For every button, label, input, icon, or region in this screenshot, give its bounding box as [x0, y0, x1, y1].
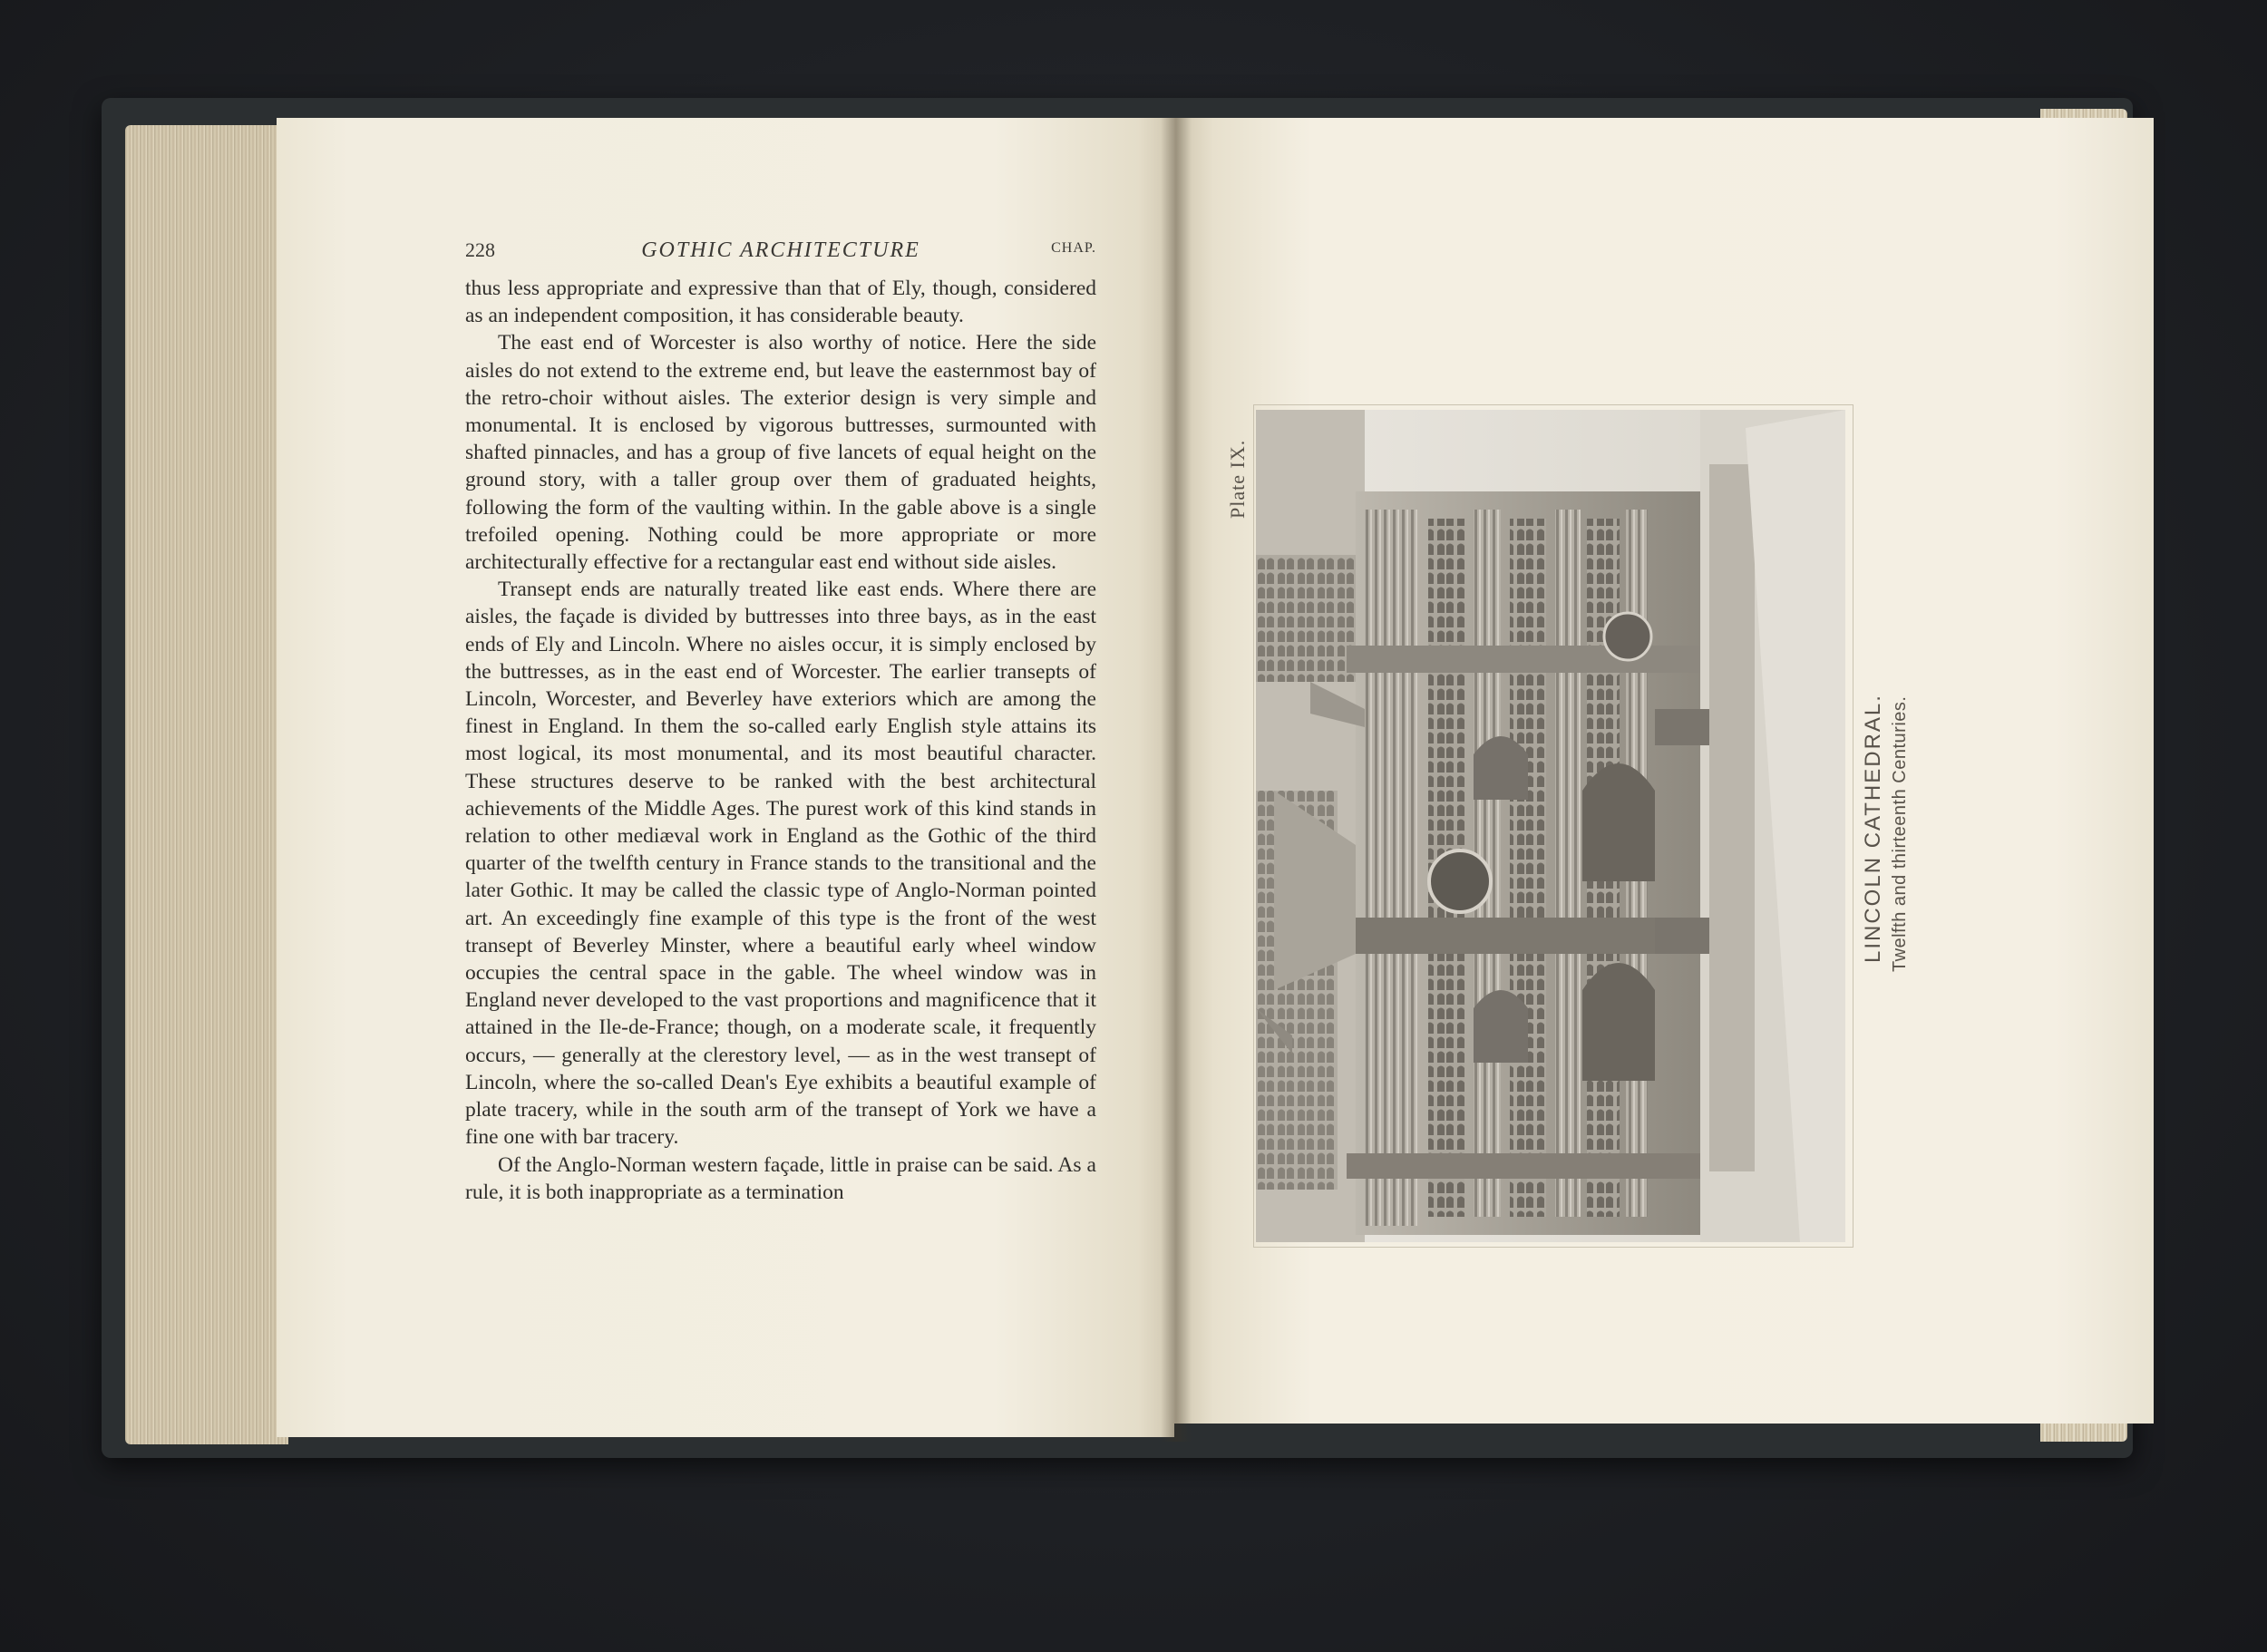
- paragraph: Of the Anglo-Norman western façade, little in praise can be said. As a rule, it is both inappropriate as a termination: [465, 1152, 1096, 1204]
- book-gutter: [1161, 118, 1192, 1442]
- paragraph: thus less appropriate and expressive than that of Ely, though, considered as an independent composition, it has considerable beauty.: [465, 277, 1096, 328]
- page-number: 228: [465, 238, 495, 261]
- chapter-mark: CHAP.: [1051, 240, 1096, 256]
- plate-caption-title: LINCOLN CATHEDRAL.: [1861, 694, 1885, 963]
- cathedral-photograph: [1256, 410, 1845, 1242]
- running-title: GOTHIC ARCHITECTURE: [641, 238, 920, 262]
- page-edges-left: [125, 125, 288, 1444]
- plate-number: Plate IX.: [1226, 439, 1249, 519]
- paragraph: Transept ends are naturally treated like east ends. Where there are aisles, the façade is divided by buttresses into three bays, as in the east ends of Ely and Lincoln. Where no aisles occur, it is simply enclosed by the buttresses, as in the east end of Worcester. The earlier transepts of Lincoln, Worcester, and Beverley have exteriors which are among the finest in England. In them the so-called early English style attains its most logical, its most monumental, and its most beautiful character. These structures deserve to be ranked with the best architectural achievements of the Middle Ages. The purest work of this kind stands in relation to other mediæval work in England as the Gothic of the third quarter of the twelfth century in France stands to the transitional and the later Gothic. It may be called the classic type of Anglo-Norman pointed art. An exceedingly fine example of this type is the front of the west transept of Beverley Minster, where a beautiful early wheel window occupies the central space in the gable. The wheel window was in England never developed to the vast proportions and magnificence that it attained in the Ile-de-France; though, on a moderate scale, it frequently occurs, — generally at the clerestory level, — as in the west transept of Lincoln, where the so-called Dean's Eye exhibits a beautiful example of plate tracery, while in the south arm of the transept of York we have a fine one with bar tracery.: [465, 578, 1096, 1150]
- plate-caption-subtitle: Twelfth and thirteenth Centuries.: [1890, 695, 1910, 972]
- body-text: [465, 275, 1096, 1206]
- paragraph: The east end of Worcester is also worthy of notice. Here the side aisles do not extend to the extreme end, but leave the easternmost bay of the retro-choir without aisles. The exterior design is very simple and monumental. It is enclosed by vigorous buttresses, surmounted with shafted pinnacles, and has a group of five lancets of equal height on the ground story, with a taller group over them of graduated heights, following the form of the vaulting within. In the gable above is a single trefoiled opening. Nothing could be more appropriate or more architecturally effective for a rectangular east end without side aisles.: [465, 331, 1096, 575]
- running-head: [465, 238, 1096, 267]
